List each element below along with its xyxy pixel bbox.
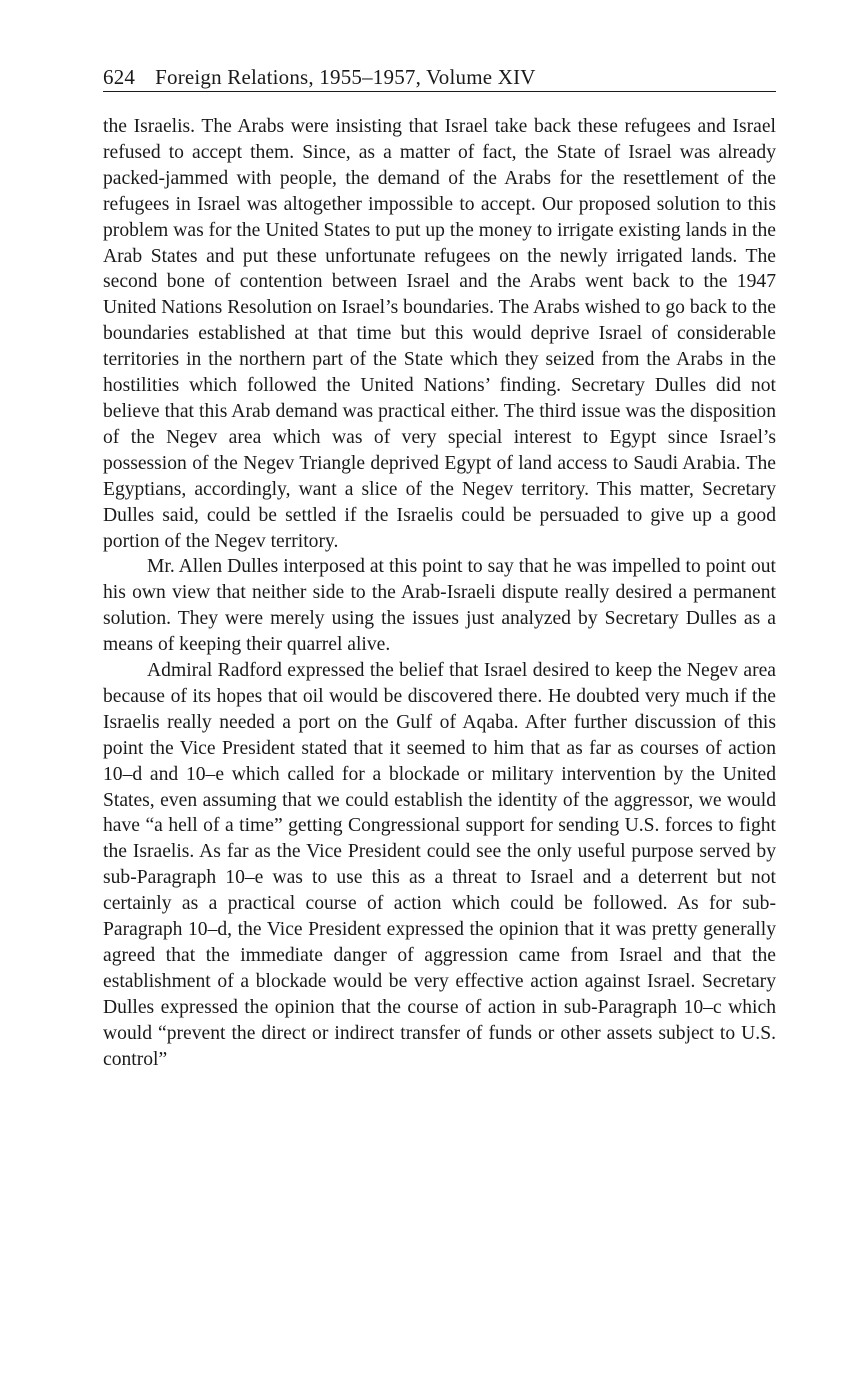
paragraph-admiral-radford: Admiral Radford expressed the belief that Israel desired to keep the Negev area because of its hopes that oil would be discovered there. He doubted very much if the Israelis really needed a port on the Gulf of Aqaba. After further discussion of this point the Vice President stated that it seemed to him that as far as courses of action 10–d and 10–e which called for a blockade or military intervention by the United States, even assuming that we could establish the identity of the aggressor, we would have “a hell of a time” getting Congressional support for sending U.S. forces to fight the Israelis. As far as the Vice President could see the only useful purpose served by sub-Paragraph 10–e was to use this as a threat to Israel and a deterrent but not certainly as a practical course of action which could be followed. As for sub-Paragraph 10–d, the Vice President expressed the opinion that it was pretty generally agreed that the immediate danger of aggression came from Israel and that the establishment of a blockade would be very effective action against Israel. Secretary Dulles expressed the opinion that the course of action in sub-Paragraph 10–c which would “prevent the direct or indirect transfer of funds or other assets subject to U.S. control” [103,660,776,1070]
running-title: Foreign Relations, 1955–1957, Volume XIV [155,65,536,89]
document-page [103,64,776,1073]
page-number: 624 [103,65,136,89]
body-text [103,114,776,1073]
paragraph-allen-dulles: Mr. Allen Dulles interposed at this point to say that he was impelled to point out his own view that neither side to the Arab-Israeli dispute really desired a permanent solution. They were merely using the issues just analyzed by Secretary Dulles as a means of keeping their quarrel alive. [103,556,776,656]
paragraph-continuation: the Israelis. The Arabs were insisting that Israel take back these refugees and Israel refused to accept them. Since, as a matter of fact, the State of Israel was already packed-jammed with people, the demand of the Arabs for the resettlement of the refugees in Israel was altogether impossible to accept. Our proposed solution to this problem was for the United States to put up the money to irrigate existing lands in the Arab States and put these unfortunate refugees on the newly irrigated lands. The second bone of contention between Israel and the Arabs went back to the 1947 United Nations Resolution on Israel’s boundaries. The Arabs wished to go back to the boundaries established at that time but this would deprive Israel of considerable territories in the northern part of the State which they seized from the Arabs in the hostilities which followed the United Nations’ finding. Secretary Dulles did not believe that this Arab demand was practical either. The third issue was the disposition of the Negev area which was of very special interest to Egypt since Israel’s possession of the Negev Triangle deprived Egypt of land access to Saudi Arabia. The Egyptians, accordingly, want a slice of the Negev territory. This matter, Secretary Dulles said, could be settled if the Israelis could be persuaded to give up a good portion of the Negev territory. [103,116,776,552]
running-header [103,64,776,92]
